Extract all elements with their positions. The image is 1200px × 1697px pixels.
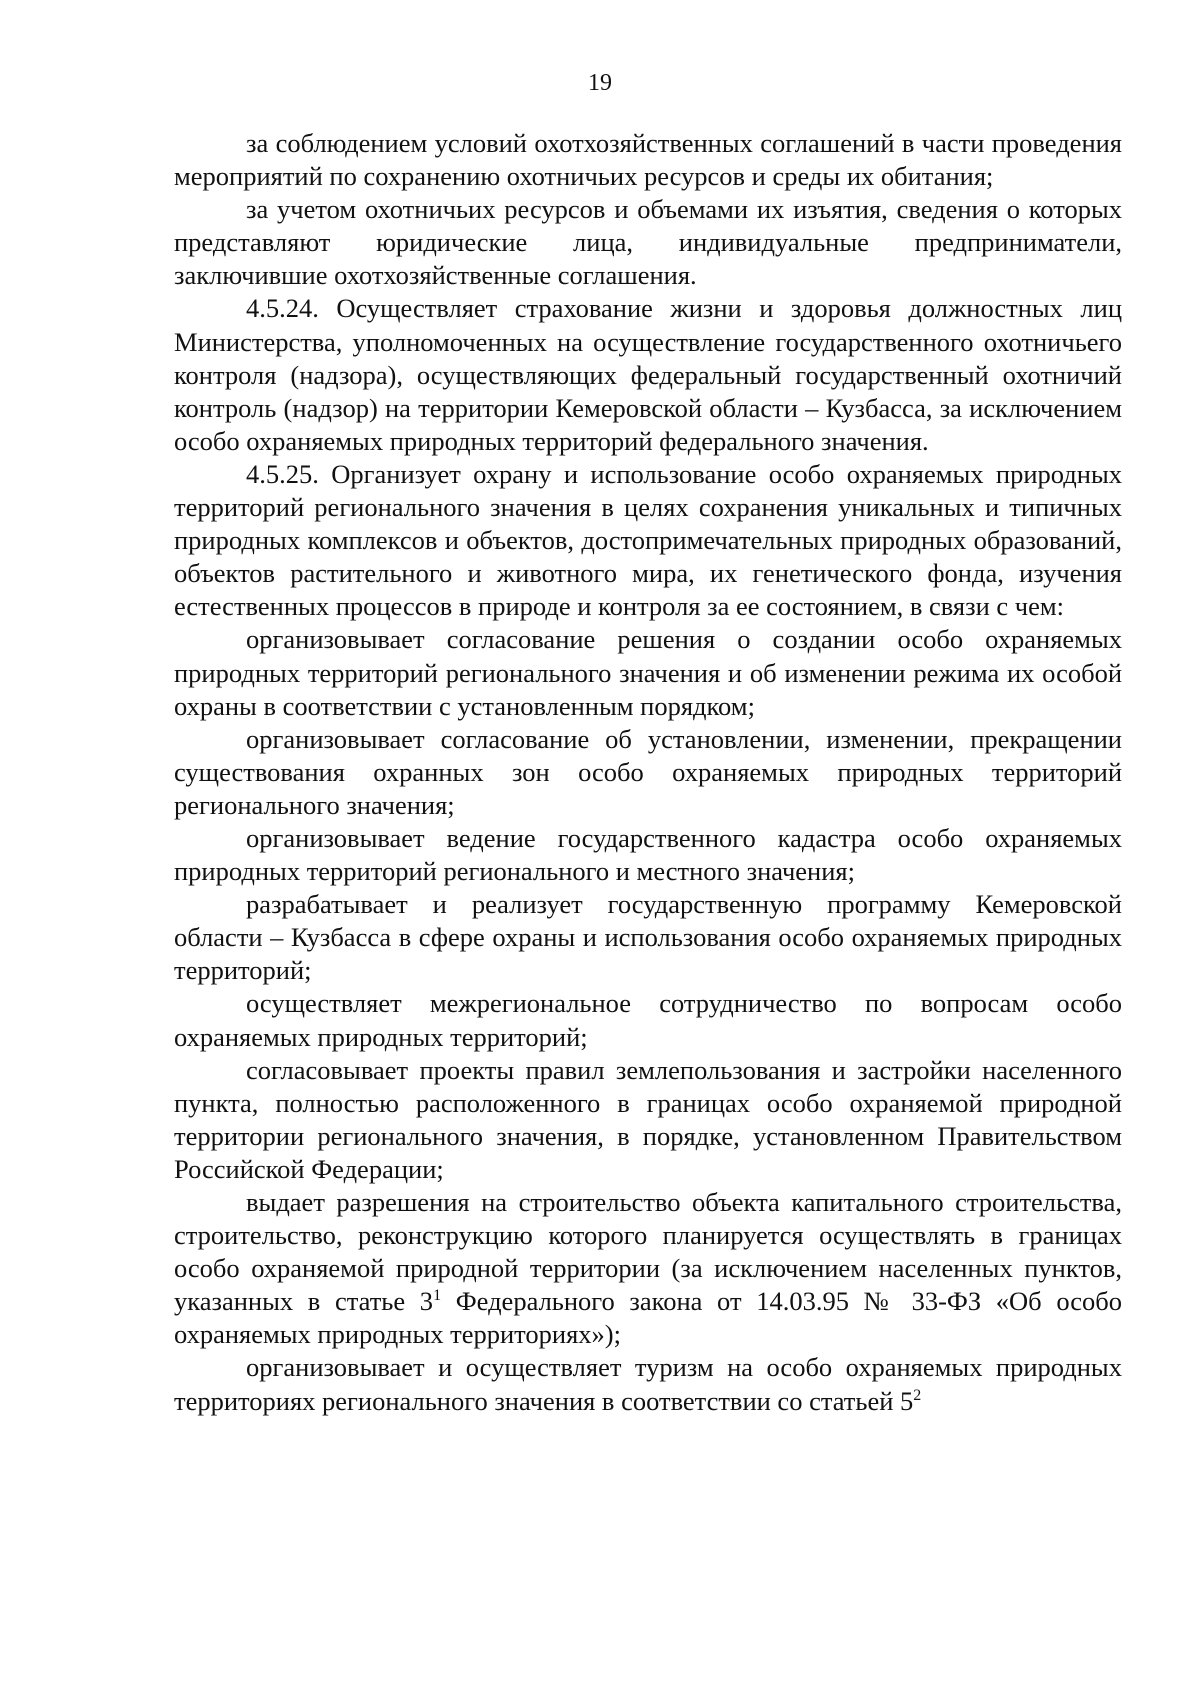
paragraph-protection-zones: организовывает согласование об установлении, изменении, прекращении существования охранных зон особо охраняемых природных территорий регионального значения; — [174, 723, 1122, 820]
paragraph-hunting-agreements: за соблюдением условий охотхозяйственных соглашений в части проведения мероприятий по сохранению охотничьих ресурсов и среды их обитания; — [174, 128, 1122, 192]
paragraph-4-5-24: 4.5.24. Осуществляет страхование жизни и здоровья должностных лиц Министерства, уполномоченных на осуществление государственного охотничьего контроля (надзора), осуществляющих федеральный государственный охотничий контроль (надзор) на территории Кемеровской области – Кузбасса, за исключением особо охраняемых природных территорий федерального значения. — [174, 293, 1122, 456]
paragraph-tourism — [174, 1351, 1122, 1417]
permits-superscript: 1 — [433, 1287, 442, 1305]
page-number: 19 — [588, 70, 612, 96]
tourism-text: организовывает и осуществляет туризм на особо охраняемых природных территориях регионального значения в соответствии со статьей 5 — [174, 1352, 1122, 1416]
paragraph-interregional-cooperation: осуществляет межрегиональное сотрудничество по вопросам особо охраняемых природных территорий; — [174, 988, 1122, 1052]
permits-text-before: выдает разрешения на строительство объекта капитального строительства, строительство, реконструкцию которого планируется осуществлять в границах особо охраняемой природной территории (за исключением населенных пунктов, указанных в статье 3 — [174, 1187, 1122, 1317]
paragraph-creation-approval: организовывает согласование решения о создании особо охраняемых природных территорий регионального значения и об изменении режима их особой охраны в соответствии с установленным порядком; — [174, 624, 1122, 721]
paragraph-cadastre: организовывает ведение государственного кадастра особо охраняемых природных территорий регионального и местного значения; — [174, 822, 1122, 887]
tourism-superscript: 2 — [913, 1386, 922, 1404]
paragraph-4-5-25: 4.5.25. Организует охрану и использование особо охраняемых природных территорий регионального значения в целях сохранения уникальных и типичных природных комплексов и объектов, достопримечательных природных образований, объектов растительного и животного мира, их генетического фонда, изучения естественных процессов в природе и контроля за ее состоянием, в связи с чем: — [174, 458, 1122, 622]
paragraph-resource-accounting: за учетом охотничьих ресурсов и объемами их изъятия, сведения о которых представляют юридические лица, индивидуальные предприниматели, заключившие охотхозяйственные соглашения. — [174, 194, 1122, 291]
document-body — [174, 127, 1122, 1418]
paragraph-construction-permits — [174, 1186, 1122, 1351]
permits-text-after: Федерального закона от 14.03.95 № 33-ФЗ «Об особо охраняемых природных территориях»); — [174, 1286, 1122, 1350]
paragraph-state-program: разрабатывает и реализует государственную программу Кемеровской области – Кузбасса в сфере охраны и использования особо охраняемых природных территорий; — [174, 889, 1122, 986]
paragraph-land-use-rules: согласовывает проекты правил землепользования и застройки населенного пункта, полностью расположенного в границах особо охраняемой природной территории регионального значения, в порядке, установленном Правительством Российской Федерации; — [174, 1054, 1122, 1184]
